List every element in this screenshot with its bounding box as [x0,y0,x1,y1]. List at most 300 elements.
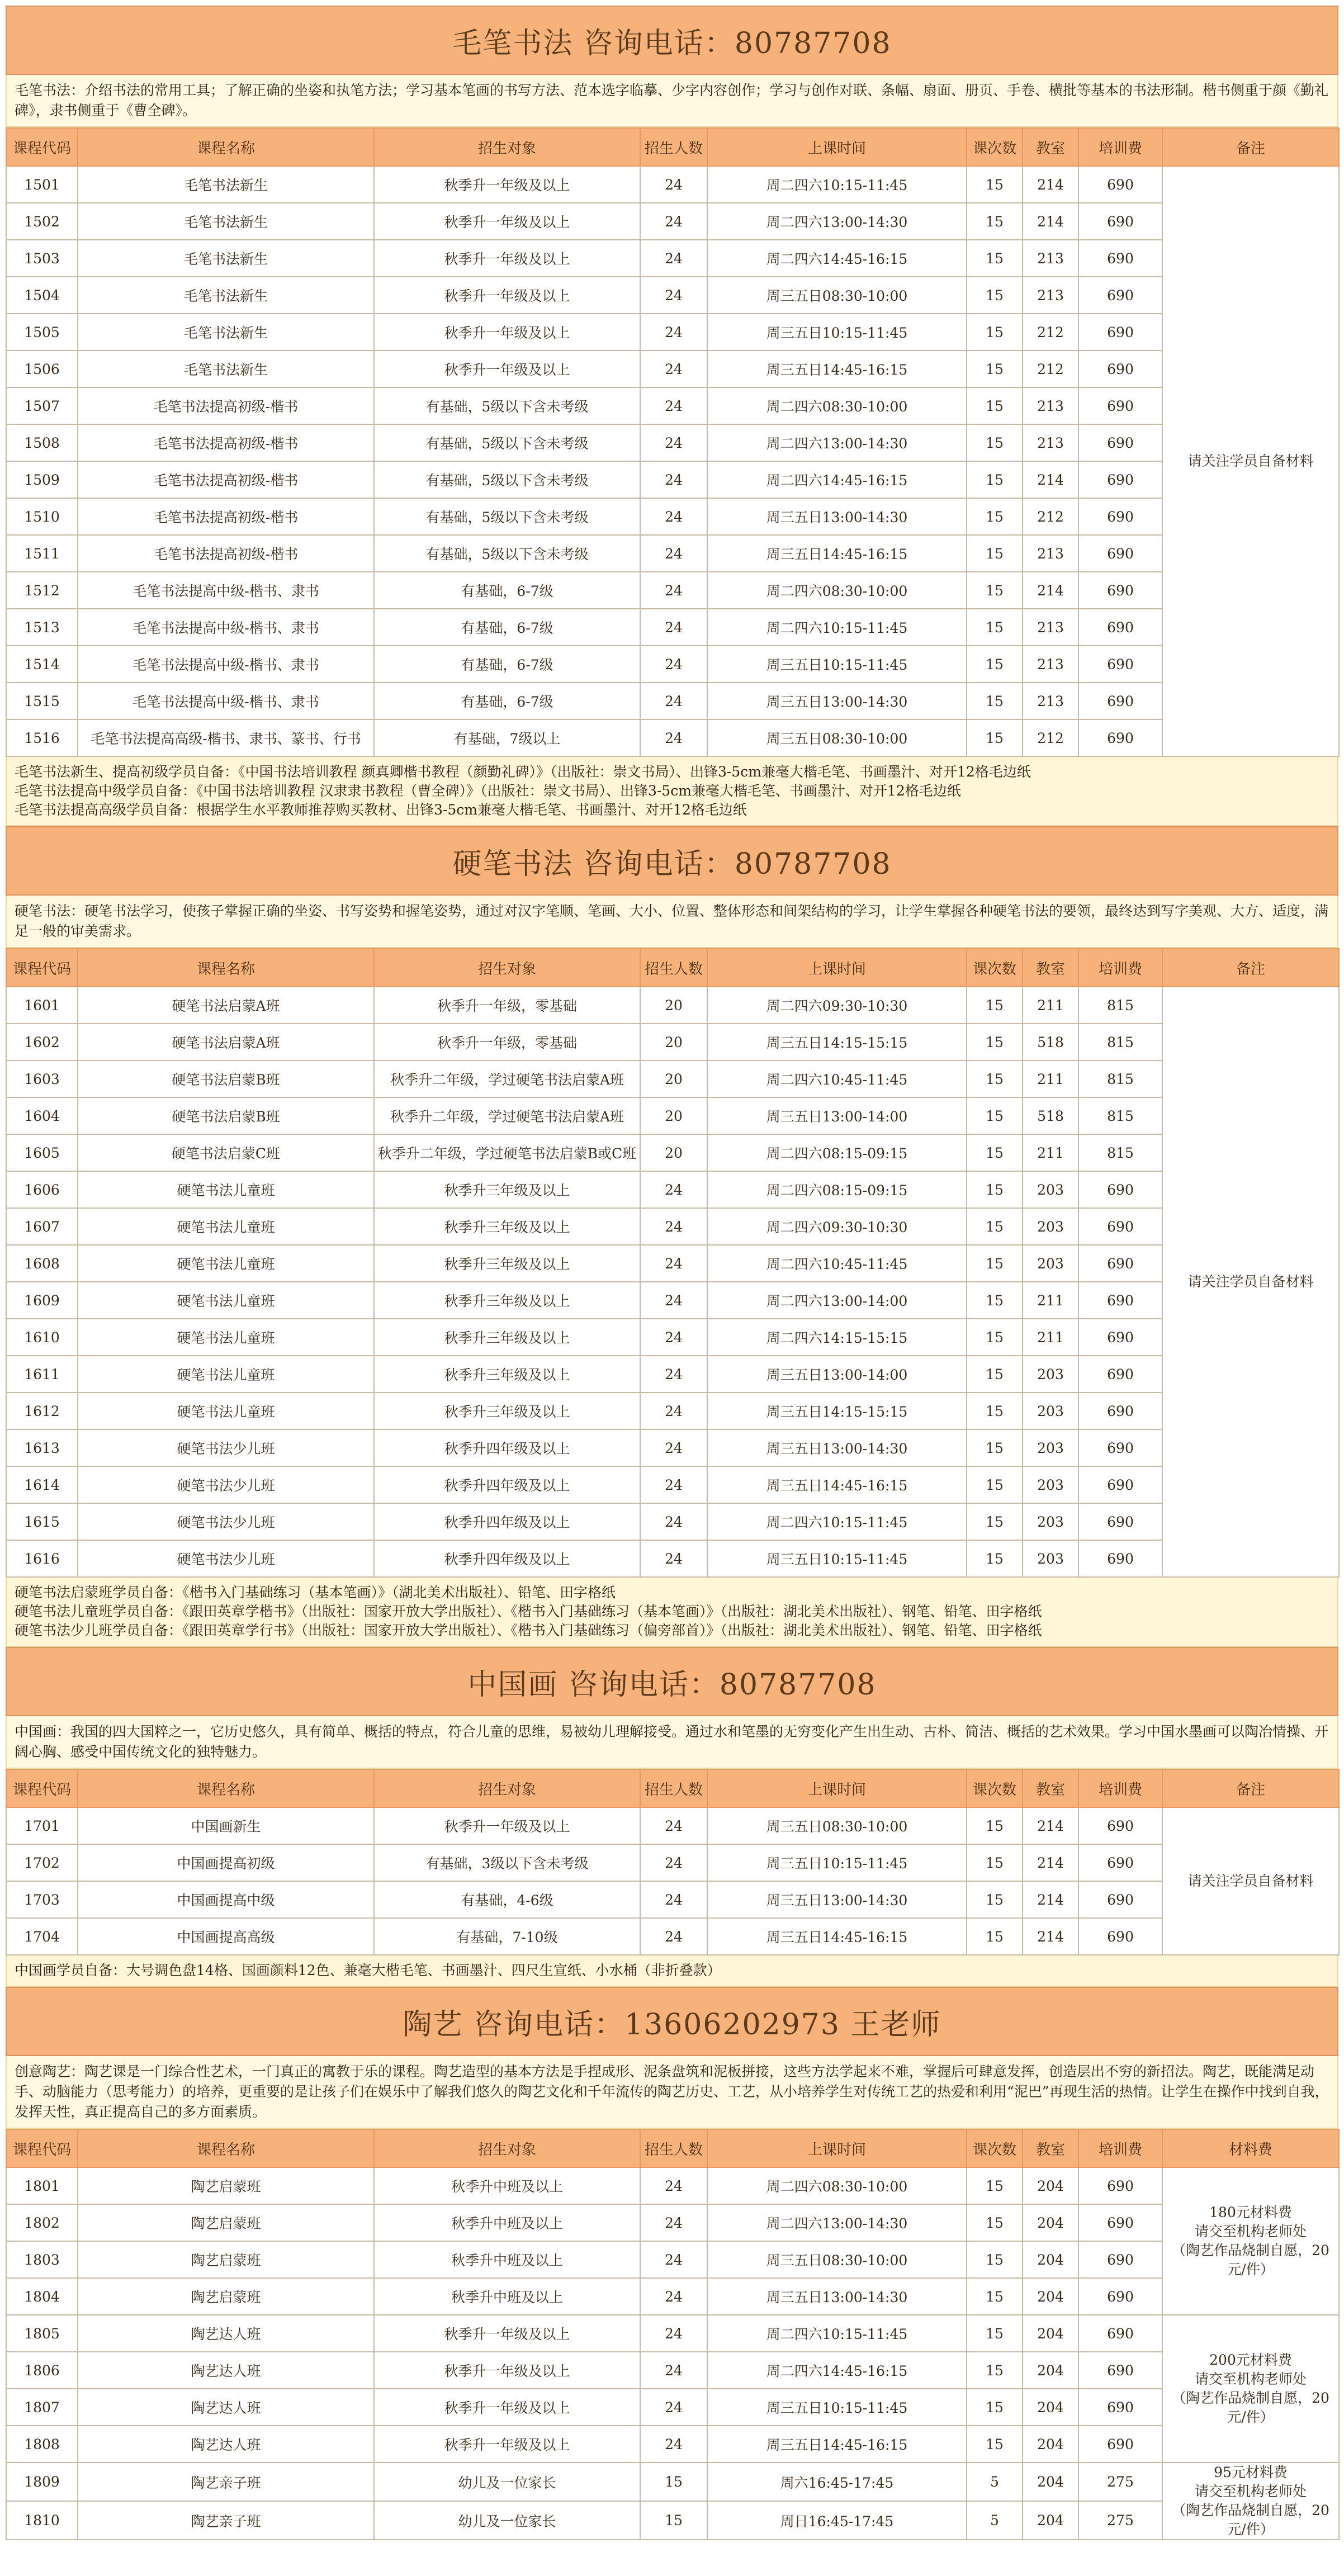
table-cell: 690 [1078,203,1162,240]
table-cell: 24 [640,240,707,277]
table-cell: 213 [1023,683,1078,719]
table-cell: 秋季升一年级，零基础 [374,1024,640,1060]
table-cell: 秋季升三年级及以上 [374,1208,640,1245]
table-cell: 690 [1078,1503,1162,1540]
table-cell: 周二四六08:30-10:00 [707,2167,967,2204]
table-row [6,2389,1339,2426]
table-cell: 周三五日13:00-14:30 [707,498,967,535]
table-cell: 204 [1023,2315,1078,2352]
table-cell: 秋季升二年级，学过硬笔书法启蒙A班 [374,1097,640,1134]
table-cell: 214 [1023,1881,1078,1918]
table-cell: 214 [1023,1807,1078,1844]
table-cell: 1507 [6,387,78,424]
table-cell: 204 [1023,2501,1078,2540]
table-cell: 周二四六08:30-10:00 [707,572,967,609]
table-cell: 213 [1023,535,1078,572]
table-cell: 204 [1023,2241,1078,2278]
table-cell: 24 [640,1319,707,1356]
table-cell: 1604 [6,1097,78,1134]
column-header: 课程代码 [6,2129,78,2167]
table-cell: 690 [1078,1807,1162,1844]
table-cell: 硬笔书法儿童班 [78,1171,374,1208]
table-cell: 518 [1023,1024,1078,1060]
table-row [6,1844,1339,1881]
table-row [6,2315,1339,2352]
table-cell: 24 [640,2315,707,2352]
table-cell: 690 [1078,1844,1162,1881]
column-header: 课次数 [967,1769,1023,1807]
table-row [6,1540,1339,1577]
table-cell: 690 [1078,1466,1162,1503]
table-cell: 690 [1078,572,1162,609]
table-cell: 690 [1078,1356,1162,1393]
table-cell: 有基础，6-7级 [374,683,640,719]
table-cell: 周三五日13:00-14:00 [707,1356,967,1393]
column-header: 上课时间 [707,128,967,166]
table-cell: 690 [1078,1171,1162,1208]
table-cell: 203 [1023,1393,1078,1429]
table-cell: 周三五日14:45-16:15 [707,535,967,572]
table-cell: 15 [967,683,1023,719]
table-cell: 15 [967,1918,1023,1955]
table-cell: 690 [1078,1429,1162,1466]
table-row [6,2204,1339,2241]
table-cell: 203 [1023,1208,1078,1245]
table-cell: 1512 [6,572,78,609]
table-cell: 陶艺启蒙班 [78,2167,374,2204]
table-cell: 1703 [6,1881,78,1918]
table-cell: 陶艺达人班 [78,2315,374,2352]
table-cell: 15 [640,2463,707,2501]
table-cell: 15 [967,1208,1023,1245]
table-cell: 秋季升一年级，零基础 [374,987,640,1024]
column-header: 招生对象 [374,949,640,987]
table-cell: 15 [967,1429,1023,1466]
table-cell: 24 [640,1356,707,1393]
course-table [6,127,1340,757]
table-cell: 24 [640,646,707,683]
table-cell: 陶艺达人班 [78,2389,374,2426]
table-cell: 15 [967,1319,1023,1356]
table-cell: 1801 [6,2167,78,2204]
table-cell: 秋季升一年级及以上 [374,314,640,351]
table-row [6,314,1339,351]
table-cell: 周三五日08:30-10:00 [707,2241,967,2278]
table-cell: 212 [1023,351,1078,387]
column-header: 招生人数 [640,949,707,987]
table-cell: 24 [640,683,707,719]
table-cell: 24 [640,2352,707,2389]
table-cell: 幼儿及一位家长 [374,2463,640,2501]
table-cell: 硬笔书法启蒙B班 [78,1060,374,1097]
column-header: 招生对象 [374,128,640,166]
table-cell: 15 [967,2167,1023,2204]
table-cell: 有基础，5级以下含未考级 [374,387,640,424]
table-cell: 1613 [6,1429,78,1466]
table-cell: 214 [1023,203,1078,240]
table-cell: 15 [967,387,1023,424]
table-cell: 203 [1023,1356,1078,1393]
table-cell: 周二四六13:00-14:30 [707,2204,967,2241]
column-header: 材料费 [1162,2129,1339,2167]
table-cell: 1611 [6,1356,78,1393]
table-cell: 周三五日13:00-14:30 [707,1429,967,1466]
table-row [6,2278,1339,2315]
course-table [6,1769,1340,1955]
table-cell: 秋季升二年级，学过硬笔书法启蒙A班 [374,1060,640,1097]
table-cell: 213 [1023,646,1078,683]
table-cell: 周二四六13:00-14:30 [707,203,967,240]
table-header-row [6,128,1339,166]
table-cell: 秋季升一年级及以上 [374,166,640,203]
table-cell: 690 [1078,498,1162,535]
table-cell: 毛笔书法提高初级-楷书 [78,535,374,572]
table-cell: 硬笔书法儿童班 [78,1356,374,1393]
table-cell: 周二四六10:45-11:45 [707,1060,967,1097]
table-row [6,1245,1339,1282]
table-header-row [6,1769,1339,1807]
table-row [6,2167,1339,2204]
table-cell: 15 [640,2501,707,2540]
table-cell: 硬笔书法启蒙A班 [78,1024,374,1060]
table-cell: 周二四六13:00-14:00 [707,1282,967,1319]
table-cell: 周三五日08:30-10:00 [707,1807,967,1844]
table-row [6,535,1339,572]
course-section [6,826,1338,1647]
table-cell: 周三五日10:15-11:45 [707,314,967,351]
table-cell: 212 [1023,314,1078,351]
table-cell: 周二四六14:45-16:15 [707,240,967,277]
table-cell: 815 [1078,1097,1162,1134]
table-row [6,719,1339,756]
table-cell: 有基础，5级以下含未考级 [374,461,640,498]
table-cell: 毛笔书法提高初级-楷书 [78,424,374,461]
table-cell: 15 [967,2241,1023,2278]
table-cell: 秋季升中班及以上 [374,2278,640,2315]
table-cell: 518 [1023,1097,1078,1134]
table-cell: 周三五日14:45-16:15 [707,1918,967,1955]
table-cell: 15 [967,2352,1023,2389]
remark-cell: 请关注学员自备材料 [1162,987,1339,1577]
table-cell: 硬笔书法少儿班 [78,1429,374,1466]
table-cell: 690 [1078,719,1162,756]
column-header: 课程名称 [78,949,374,987]
table-cell: 周三五日10:15-11:45 [707,646,967,683]
table-cell: 204 [1023,2167,1078,2204]
table-cell: 中国画提高初级 [78,1844,374,1881]
column-header: 课程代码 [6,128,78,166]
table-cell: 硬笔书法儿童班 [78,1393,374,1429]
table-cell: 毛笔书法新生 [78,351,374,387]
table-cell: 毛笔书法新生 [78,277,374,314]
materials-line: 毛笔书法新生、提高初级学员自备：《中国书法培训教程 颜真卿楷书教程（颜勤礼碑）》（出版社：崇文书局）、出锋3-5cm兼毫大楷毛笔、书画墨汁、对开12格毛边纸 [15,764,1031,780]
table-cell: 周三五日14:15-15:15 [707,1024,967,1060]
column-header: 招生人数 [640,128,707,166]
table-cell: 1509 [6,461,78,498]
column-header: 课次数 [967,949,1023,987]
table-cell: 214 [1023,572,1078,609]
table-header-row [6,2129,1339,2167]
table-cell: 1514 [6,646,78,683]
table-cell: 15 [967,1807,1023,1844]
table-cell: 秋季升三年级及以上 [374,1245,640,1282]
table-cell: 15 [967,1024,1023,1060]
table-cell: 24 [640,1844,707,1881]
table-cell: 周二四六10:15-11:45 [707,2315,967,2352]
table-cell: 15 [967,1503,1023,1540]
column-header: 上课时间 [707,2129,967,2167]
table-cell: 203 [1023,1245,1078,1282]
table-cell: 815 [1078,1134,1162,1171]
table-cell: 690 [1078,2278,1162,2315]
table-cell: 24 [640,314,707,351]
table-cell: 中国画新生 [78,1807,374,1844]
table-cell: 690 [1078,1208,1162,1245]
table-cell: 周三五日10:15-11:45 [707,1540,967,1577]
table-cell: 24 [640,1918,707,1955]
table-cell: 1612 [6,1393,78,1429]
table-cell: 秋季升三年级及以上 [374,1393,640,1429]
table-row [6,1060,1339,1097]
table-cell: 周二四六13:00-14:30 [707,424,967,461]
table-cell: 硬笔书法儿童班 [78,1208,374,1245]
table-cell: 1704 [6,1918,78,1955]
table-cell: 213 [1023,277,1078,314]
table-cell: 24 [640,1429,707,1466]
table-cell: 周二四六08:30-10:00 [707,387,967,424]
table-cell: 周二四六10:15-11:45 [707,1503,967,1540]
table-cell: 硬笔书法少儿班 [78,1540,374,1577]
table-cell: 690 [1078,240,1162,277]
table-cell: 1505 [6,314,78,351]
table-cell: 15 [967,203,1023,240]
table-cell: 15 [967,1134,1023,1171]
table-cell: 1615 [6,1503,78,1540]
table-cell: 275 [1078,2501,1162,2540]
table-cell: 690 [1078,277,1162,314]
table-cell: 周三五日08:30-10:00 [707,719,967,756]
table-cell: 213 [1023,240,1078,277]
table-cell: 15 [967,461,1023,498]
table-cell: 15 [967,1282,1023,1319]
table-cell: 1501 [6,166,78,203]
table-cell: 24 [640,1393,707,1429]
column-header: 教室 [1023,1769,1078,1807]
table-cell: 690 [1078,683,1162,719]
table-cell: 24 [640,387,707,424]
table-cell: 硬笔书法启蒙A班 [78,987,374,1024]
table-cell: 毛笔书法提高高级-楷书、隶书、篆书、行书 [78,719,374,756]
table-row [6,461,1339,498]
table-cell: 1702 [6,1844,78,1881]
materials-footer [6,1578,1338,1647]
table-cell: 周三五日13:00-14:30 [707,2278,967,2315]
table-cell: 213 [1023,609,1078,646]
table-cell: 15 [967,1097,1023,1134]
table-cell: 陶艺启蒙班 [78,2241,374,2278]
table-cell: 毛笔书法提高中级-楷书、隶书 [78,609,374,646]
table-cell: 24 [640,1171,707,1208]
table-cell: 周三五日10:15-11:45 [707,2389,967,2426]
table-cell: 214 [1023,461,1078,498]
table-row [6,683,1339,719]
materials-footer [6,1955,1338,1987]
table-cell: 15 [967,2426,1023,2463]
table-cell: 24 [640,2204,707,2241]
table-cell: 20 [640,1060,707,1097]
table-cell: 690 [1078,2426,1162,2463]
table-cell: 211 [1023,1060,1078,1097]
table-cell: 204 [1023,2463,1078,2501]
table-cell: 15 [967,1245,1023,1282]
table-cell: 毛笔书法提高中级-楷书、隶书 [78,683,374,719]
column-header: 课程代码 [6,949,78,987]
materials-footer [6,757,1338,826]
table-cell: 秋季升中班及以上 [374,2167,640,2204]
remark-cell: 请关注学员自备材料 [1162,1807,1339,1955]
table-cell: 203 [1023,1171,1078,1208]
table-cell: 690 [1078,2389,1162,2426]
table-cell: 690 [1078,1245,1162,1282]
table-cell: 秋季升一年级及以上 [374,2426,640,2463]
column-header: 课程代码 [6,1769,78,1807]
table-row [6,1356,1339,1393]
table-cell: 24 [640,498,707,535]
column-header: 培训费 [1078,1769,1162,1807]
table-cell: 214 [1023,1844,1078,1881]
table-cell: 周二四六10:15-11:45 [707,166,967,203]
table-cell: 周二四六14:45-16:15 [707,2352,967,2389]
table-cell: 硬笔书法儿童班 [78,1319,374,1356]
table-cell: 毛笔书法提高初级-楷书 [78,461,374,498]
materials-line: 中国画学员自备：大号调色盘14格、国画颜料12色、兼毫大楷毛笔、书画墨汁、四尺生宣纸、小水桶（非折叠款） [15,1962,721,1978]
table-row [6,1097,1339,1134]
table-cell: 24 [640,609,707,646]
table-cell: 1802 [6,2204,78,2241]
table-cell: 秋季升四年级及以上 [374,1540,640,1577]
table-cell: 204 [1023,2278,1078,2315]
table-cell: 24 [640,351,707,387]
table-cell: 秋季升中班及以上 [374,2241,640,2278]
table-cell: 硬笔书法儿童班 [78,1245,374,1282]
table-cell: 690 [1078,2352,1162,2389]
column-header: 上课时间 [707,1769,967,1807]
table-cell: 690 [1078,2204,1162,2241]
table-cell: 690 [1078,535,1162,572]
course-table [6,2129,1340,2540]
column-header: 课次数 [967,2129,1023,2167]
table-cell: 203 [1023,1540,1078,1577]
table-row [6,1024,1339,1060]
table-row [6,2463,1339,2501]
course-table [6,948,1340,1578]
table-cell: 硬笔书法启蒙C班 [78,1134,374,1171]
table-cell: 20 [640,1097,707,1134]
table-cell: 15 [967,314,1023,351]
table-cell: 15 [967,166,1023,203]
table-cell: 1806 [6,2352,78,2389]
table-row [6,1171,1339,1208]
table-cell: 1603 [6,1060,78,1097]
table-row [6,1208,1339,1245]
column-header: 课次数 [967,128,1023,166]
table-row [6,1881,1339,1918]
table-cell: 毛笔书法新生 [78,314,374,351]
table-cell: 周三五日14:45-16:15 [707,351,967,387]
table-cell: 1602 [6,1024,78,1060]
table-cell: 1610 [6,1319,78,1356]
table-cell: 陶艺启蒙班 [78,2204,374,2241]
table-row [6,609,1339,646]
table-cell: 周日16:45-17:45 [707,2501,967,2540]
remark-cell: 请关注学员自备材料 [1162,166,1339,756]
table-cell: 1508 [6,424,78,461]
table-cell: 幼儿及一位家长 [374,2501,640,2540]
table-cell: 24 [640,1282,707,1319]
table-cell: 213 [1023,424,1078,461]
table-cell: 15 [967,2278,1023,2315]
table-cell: 1513 [6,609,78,646]
table-cell: 陶艺亲子班 [78,2501,374,2540]
table-cell: 有基础，5级以下含未考级 [374,535,640,572]
table-cell: 秋季升三年级及以上 [374,1282,640,1319]
table-cell: 24 [640,1503,707,1540]
remark-cell: 95元材料费 请交至机构老师处 （陶艺作品烧制自愿，20元/件） [1162,2463,1339,2540]
table-cell: 690 [1078,1282,1162,1319]
column-header: 课程名称 [78,128,374,166]
section-description: 中国画：我国的四大国粹之一，它历史悠久，具有简单、概括的特点，符合儿童的思维，易被幼儿理解接受。通过水和笔墨的无穷变化产生出生动、古朴、简洁、概括的艺术效果。学习中国水墨画可以陶冶情操、开阔心胸、感受中国传统文化的独特魅力。 [6,1716,1338,1769]
table-cell: 有基础，6-7级 [374,646,640,683]
table-cell: 690 [1078,387,1162,424]
table-cell: 秋季升一年级及以上 [374,203,640,240]
table-cell: 690 [1078,2315,1162,2352]
table-cell: 24 [640,572,707,609]
table-cell: 中国画提高中级 [78,1881,374,1918]
table-cell: 15 [967,1356,1023,1393]
column-header: 教室 [1023,2129,1078,2167]
table-cell: 1805 [6,2315,78,2352]
table-cell: 周六16:45-17:45 [707,2463,967,2501]
table-cell: 15 [967,535,1023,572]
table-cell: 周二四六09:30-10:30 [707,1208,967,1245]
table-cell: 24 [640,535,707,572]
table-row [6,1466,1339,1503]
table-cell: 1601 [6,987,78,1024]
table-cell: 212 [1023,498,1078,535]
table-cell: 20 [640,1134,707,1171]
table-cell: 15 [967,2389,1023,2426]
table-row [6,2352,1339,2389]
table-row [6,424,1339,461]
table-row [6,203,1339,240]
table-cell: 1502 [6,203,78,240]
column-header: 培训费 [1078,949,1162,987]
table-cell: 硬笔书法启蒙B班 [78,1097,374,1134]
table-cell: 24 [640,424,707,461]
materials-line: 硬笔书法儿童班学员自备：《跟田英章学楷书》（出版社：国家开放大学出版社）、《楷书入门基础练习（基本笔画）》（出版社：湖北美术出版社）、钢笔、铅笔、田字格纸 [15,1603,1042,1620]
table-cell: 周二四六14:45-16:15 [707,461,967,498]
table-cell: 1810 [6,2501,78,2540]
column-header: 培训费 [1078,128,1162,166]
table-cell: 周二四六09:30-10:30 [707,987,967,1024]
table-cell: 1808 [6,2426,78,2463]
table-cell: 秋季升中班及以上 [374,2204,640,2241]
table-cell: 690 [1078,1540,1162,1577]
table-cell: 15 [967,1881,1023,1918]
table-cell: 24 [640,2278,707,2315]
remark-cell: 200元材料费 请交至机构老师处 （陶艺作品烧制自愿，20元/件） [1162,2315,1339,2463]
table-cell: 秋季升一年级及以上 [374,2389,640,2426]
